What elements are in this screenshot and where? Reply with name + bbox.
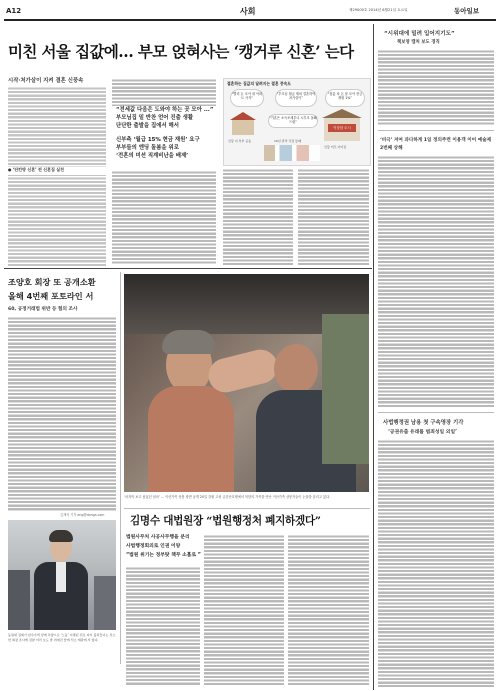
uniformed-figure bbox=[322, 314, 369, 464]
lead-sidebar-heading: ● ‘단칸방 신혼’ 전 신혼집 실천 bbox=[8, 167, 106, 175]
people-illustration bbox=[264, 145, 320, 161]
right-bottom-body bbox=[378, 439, 494, 687]
person-hair bbox=[49, 530, 73, 542]
embracing-arm bbox=[205, 346, 281, 396]
infographic-caption: 신랑 미모 이어짐 bbox=[324, 145, 347, 149]
right-top-headline: “시위대에 밀려 입어지기도” bbox=[384, 31, 455, 37]
house-illustration bbox=[232, 119, 254, 135]
thought-bubble: “기혼은 소득조세부너 시부모 돌봐드림” bbox=[268, 114, 318, 128]
mid-left-byline: 김재석 기자 eng@donga.com bbox=[60, 513, 105, 517]
portrait-photo bbox=[8, 520, 116, 630]
man-head bbox=[274, 344, 318, 394]
lead-body-col2-lower bbox=[112, 170, 216, 265]
reporter-figure bbox=[8, 570, 30, 630]
column-divider bbox=[120, 272, 121, 664]
pull-quote: 부모님집 밑 반찬 얻어 진출 생활 bbox=[116, 115, 194, 121]
bottom-body-col3 bbox=[288, 534, 369, 686]
right-top-body bbox=[378, 49, 494, 126]
lead-subhead: 시작·처가살이 지켜 결혼 신풍속 bbox=[8, 78, 84, 84]
person-shirt bbox=[56, 562, 66, 592]
lead-body-col1 bbox=[8, 86, 106, 266]
infographic-caption: 10년 관리 직장 둘째 bbox=[274, 139, 301, 143]
section-label: 사회 bbox=[240, 7, 256, 16]
mid-left-body bbox=[8, 316, 116, 511]
portrait-caption: 동원대 집회가 압수수색 앞에 차량으로 ‘노동’ 지명된 뒤로 다시 불러들이는 서소 한 회장 조사에 검찰 미리 보도 말 취재진 앞에 서소 재판에 서 있다. bbox=[8, 633, 116, 642]
pull-quote: 부부들의 엔딩 돌봄을 위로 bbox=[116, 145, 179, 151]
right-mid-body bbox=[378, 155, 494, 408]
bottom-body-col1 bbox=[126, 566, 200, 686]
house-roof bbox=[322, 109, 362, 118]
page-number: A12 bbox=[6, 7, 22, 15]
bottom-subhead: 사법행정회의로 인권 이양 bbox=[126, 544, 181, 549]
lead-headline: 미친 서울 집값에… 부모 얹혀사는 ‘캥거루 신혼’ 는다 bbox=[8, 42, 354, 61]
pull-quote: 신부측 ‘월급 15% 현금 재원’ 요구 bbox=[116, 137, 200, 143]
reporter-figure bbox=[94, 576, 116, 630]
right-rule bbox=[378, 130, 494, 131]
masthead-rule bbox=[4, 19, 496, 21]
elderly-woman-hair bbox=[162, 330, 216, 354]
photo-caption: ‘마지막 보고 싶었던 엄마’ … 이산가족 상봉 장면 공개 20일 강원 고성 금강산호텔에서 북한의 가족을 만난 이산가족 상봉자들이 눈물을 흘리고 있다. bbox=[124, 495, 331, 499]
lead-body-col4 bbox=[298, 168, 369, 266]
paper-name: 동아일보 bbox=[454, 7, 480, 15]
mid-left-headline-2: 올해 4번째 포토라인 서 bbox=[8, 291, 94, 301]
right-bottom-headline: 사법행정권 남용 첫 구속영장 기각 bbox=[383, 420, 464, 426]
right-top-subhead: 책보영 캠처 보도 경직 bbox=[397, 40, 440, 45]
reunion-photo bbox=[124, 274, 369, 492]
bottom-subhead: 법원사무처 사공사무행을 분리 bbox=[126, 535, 190, 540]
right-bottom-subhead: ‘공권유출 유래를 범죄성일 외일’ bbox=[388, 430, 457, 435]
thought-bubble: “집값 차 돈 잘 모아 현금 재원 1%” bbox=[325, 89, 365, 107]
elderly-woman-body bbox=[148, 386, 234, 492]
pull-quote: 단단한 출발을 집에서 해서 bbox=[116, 123, 179, 129]
masthead bbox=[4, 3, 496, 19]
house-sign: 이상한 도시 bbox=[328, 124, 356, 132]
mid-left-headline: 조양호 회장 또 공개소환 bbox=[8, 277, 96, 287]
mid-left-subhead: 60, 공정거래법 위반 등 혐의 조사 bbox=[8, 307, 78, 312]
right-rule bbox=[378, 412, 494, 413]
thought-bubble: “부모님 월급 제외 결혼하여 처가살이” bbox=[275, 89, 317, 107]
section-rule bbox=[4, 268, 372, 269]
pull-quote-block bbox=[116, 106, 216, 160]
column-divider bbox=[373, 24, 374, 690]
right-mid-headline: ‘비극’ 저여 과다하게 1일 정의주련 이용객 이어 예술제 2번째 상해 bbox=[380, 138, 492, 151]
thought-bubble: “빨리 돈 모아 내 아파트 사자” bbox=[230, 89, 264, 107]
bottom-headline: 김명수 대법원장 “법원행정처 폐지하겠다” bbox=[130, 515, 321, 527]
bottom-subhead: “법원 위기는 정부탓 책무 소홀로 ” bbox=[126, 553, 201, 558]
bottom-body-col2 bbox=[204, 534, 284, 686]
issue-info: 제29000호 2014년 6월21일 토요일 bbox=[349, 8, 408, 12]
infographic-caption: 신랑 이 부부 공동 bbox=[228, 139, 252, 143]
infographic-title: 결혼하는 집값의 달려지는 결혼 풍속도 bbox=[227, 81, 291, 86]
section-rule bbox=[124, 508, 370, 509]
house-roof bbox=[230, 112, 256, 120]
pull-quote: ‘전혼의 미션 직계비난을 배제’ bbox=[116, 153, 189, 159]
infographic-box bbox=[223, 78, 371, 166]
pull-quote: “전세값 다음은 도와야 하는 곳 모아 ...” bbox=[116, 107, 214, 113]
lead-body-col3 bbox=[223, 168, 293, 266]
